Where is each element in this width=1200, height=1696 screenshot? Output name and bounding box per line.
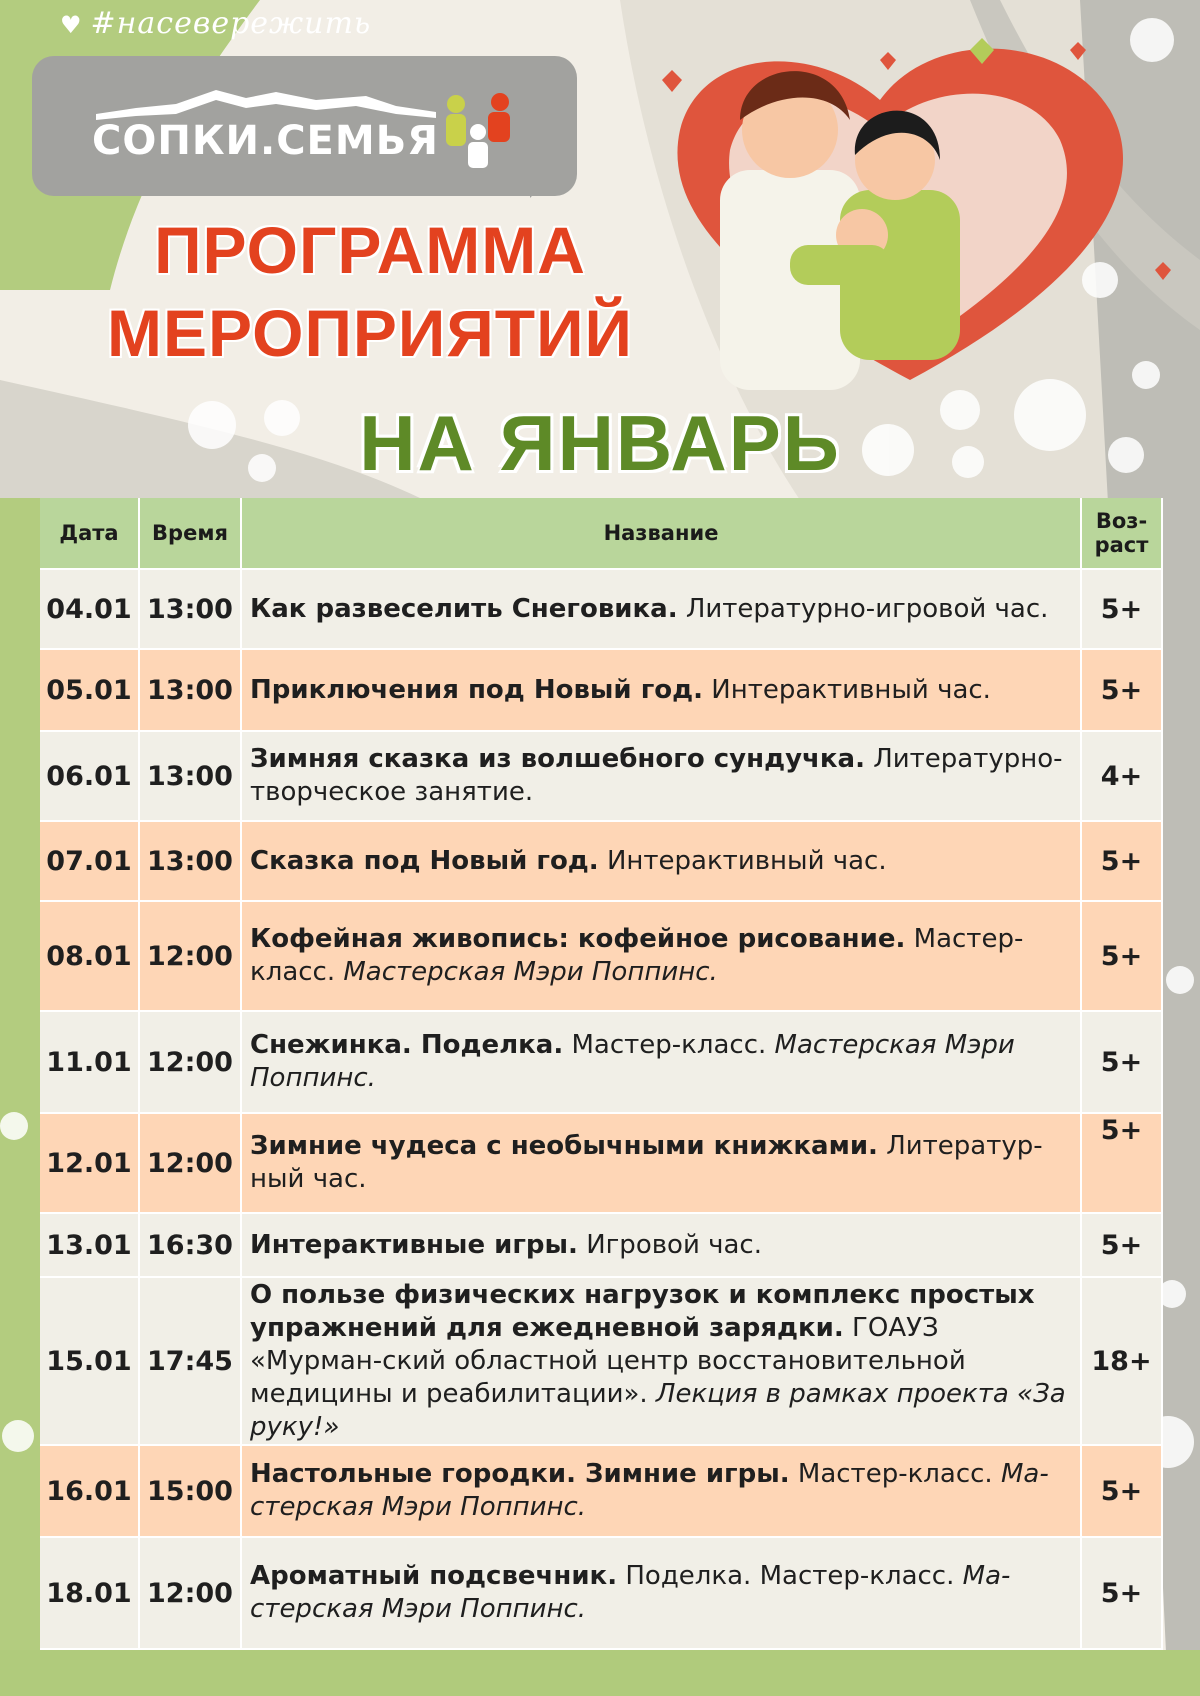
event-date: 07.01 (40, 821, 139, 901)
logo-text: СОПКИ.СЕМЬЯ (92, 118, 439, 164)
event-age: 18+ (1081, 1277, 1162, 1445)
event-name (241, 731, 1081, 821)
event-venue: Ма-стерская Мэри Поппинс. (250, 1459, 1049, 1522)
event-desc: Литературно-творческое занятие. (250, 744, 1063, 807)
event-desc: Литератур-ный час. (250, 1131, 1043, 1194)
event-time: 16:30 (139, 1213, 241, 1277)
event-date: 16.01 (40, 1445, 139, 1537)
table-row (40, 731, 1162, 821)
event-desc: Интерактивный час. (703, 674, 991, 705)
title-line-2: МЕРОПРИЯТИЙ (106, 296, 633, 370)
header-name: Название (241, 498, 1081, 569)
event-venue: Лекция в рамках проекта «За руку!» (250, 1378, 1066, 1442)
table-row (40, 1537, 1162, 1649)
event-date: 06.01 (40, 731, 139, 821)
event-age: 5+ (1081, 569, 1162, 649)
event-age: 5+ (1081, 1445, 1162, 1537)
event-name (241, 569, 1081, 649)
event-desc: Интерактивный час. (598, 845, 887, 876)
event-time: 13:00 (139, 821, 241, 901)
event-date: 05.01 (40, 649, 139, 731)
event-title: О пользе физических нагрузок и комплекс простых упражнений для ежедневной зарядки. (250, 1279, 1035, 1343)
event-age: 4+ (1081, 731, 1162, 821)
event-venue: Мастерская Мэри Поппинс. (250, 1030, 1015, 1093)
event-desc: Мастер-класс. (250, 924, 1024, 987)
event-title: Настольные городки. Зимние игры. (250, 1459, 790, 1489)
event-time: 12:00 (139, 901, 241, 1011)
event-title: Зимние чудеса с необычными книжками. (250, 1131, 878, 1161)
event-desc: Поделка. Мастер-класс. (617, 1561, 955, 1591)
event-desc: Литературно-игровой час. (677, 593, 1049, 624)
event-time: 12:00 (139, 1113, 241, 1213)
event-date: 12.01 (40, 1113, 139, 1213)
event-date: 13.01 (40, 1213, 139, 1277)
table-row (40, 1277, 1162, 1445)
event-name (241, 1277, 1081, 1445)
table-row (40, 1213, 1162, 1277)
event-name (241, 1213, 1081, 1277)
table-row (40, 1445, 1162, 1537)
event-title: Ароматный подсвечник. (250, 1561, 618, 1591)
family-illustration (640, 20, 1200, 400)
header-time: Время (139, 498, 241, 569)
title-line-3: НА ЯНВАРЬ (359, 399, 841, 487)
event-age: 5+ (1081, 821, 1162, 901)
event-time: 13:00 (139, 649, 241, 731)
event-title: Кофейная живопись: кофейное рисование. (250, 924, 906, 954)
event-time: 13:00 (139, 569, 241, 649)
event-name (241, 1011, 1081, 1113)
event-title: Зимняя сказка из волшебного сундучка. (250, 744, 865, 774)
bottom-decoration (0, 1650, 1200, 1696)
event-age: 5+ (1081, 1537, 1162, 1649)
event-title: Как развеселить Снеговика. (250, 593, 678, 624)
event-time: 15:00 (139, 1445, 241, 1537)
table-row (40, 901, 1162, 1011)
event-age: 5+ (1081, 649, 1162, 731)
event-age: 5+ (1081, 1113, 1162, 1213)
event-title: Интерактивные игры. (250, 1229, 578, 1260)
event-desc: Мастер-класс. (789, 1459, 993, 1489)
event-time: 13:00 (139, 731, 241, 821)
header-age: Воз- раст (1081, 498, 1162, 569)
event-age: 5+ (1081, 901, 1162, 1011)
table-row (40, 569, 1162, 649)
family-logo-icon (432, 92, 524, 172)
event-title: Снежинка. Поделка. (250, 1030, 564, 1060)
event-venue: Мастерская Мэри Поппинс. (335, 957, 718, 987)
event-desc: Игровой час. (577, 1229, 762, 1260)
event-venue: Ма-стерская Мэри Поппинс. (250, 1561, 1011, 1624)
event-name (241, 649, 1081, 731)
event-time: 17:45 (139, 1277, 241, 1445)
heart-icon: ♥ (60, 11, 83, 39)
logo-bubble-tail (530, 160, 566, 198)
event-age: 5+ (1081, 1011, 1162, 1113)
event-title: Приключения под Новый год. (250, 674, 704, 705)
schedule-table (40, 498, 1163, 1650)
event-time: 12:00 (139, 1011, 241, 1113)
event-date: 04.01 (40, 569, 139, 649)
event-name (241, 901, 1081, 1011)
event-title: Сказка под Новый год. (250, 845, 599, 876)
event-desc: Мастер-класс. (563, 1030, 767, 1060)
event-age: 5+ (1081, 1213, 1162, 1277)
event-time: 12:00 (139, 1537, 241, 1649)
table-header-row (40, 498, 1162, 569)
event-date: 11.01 (40, 1011, 139, 1113)
header-date: Дата (40, 498, 139, 569)
event-date: 08.01 (40, 901, 139, 1011)
event-desc: ГОАУЗ «Мурман-ский областной центр восстановительной медицины и реабилитации». (250, 1312, 966, 1409)
table-row (40, 649, 1162, 731)
event-name (241, 1113, 1081, 1213)
event-name (241, 821, 1081, 901)
event-name (241, 1537, 1081, 1649)
hashtag: ♥ #насевережить (60, 6, 372, 41)
table-row (40, 821, 1162, 901)
event-name (241, 1445, 1081, 1537)
title-line-1: ПРОГРАММА (154, 213, 586, 287)
event-date: 18.01 (40, 1537, 139, 1649)
table-row (40, 1113, 1162, 1213)
table-row (40, 1011, 1162, 1113)
event-date: 15.01 (40, 1277, 139, 1445)
